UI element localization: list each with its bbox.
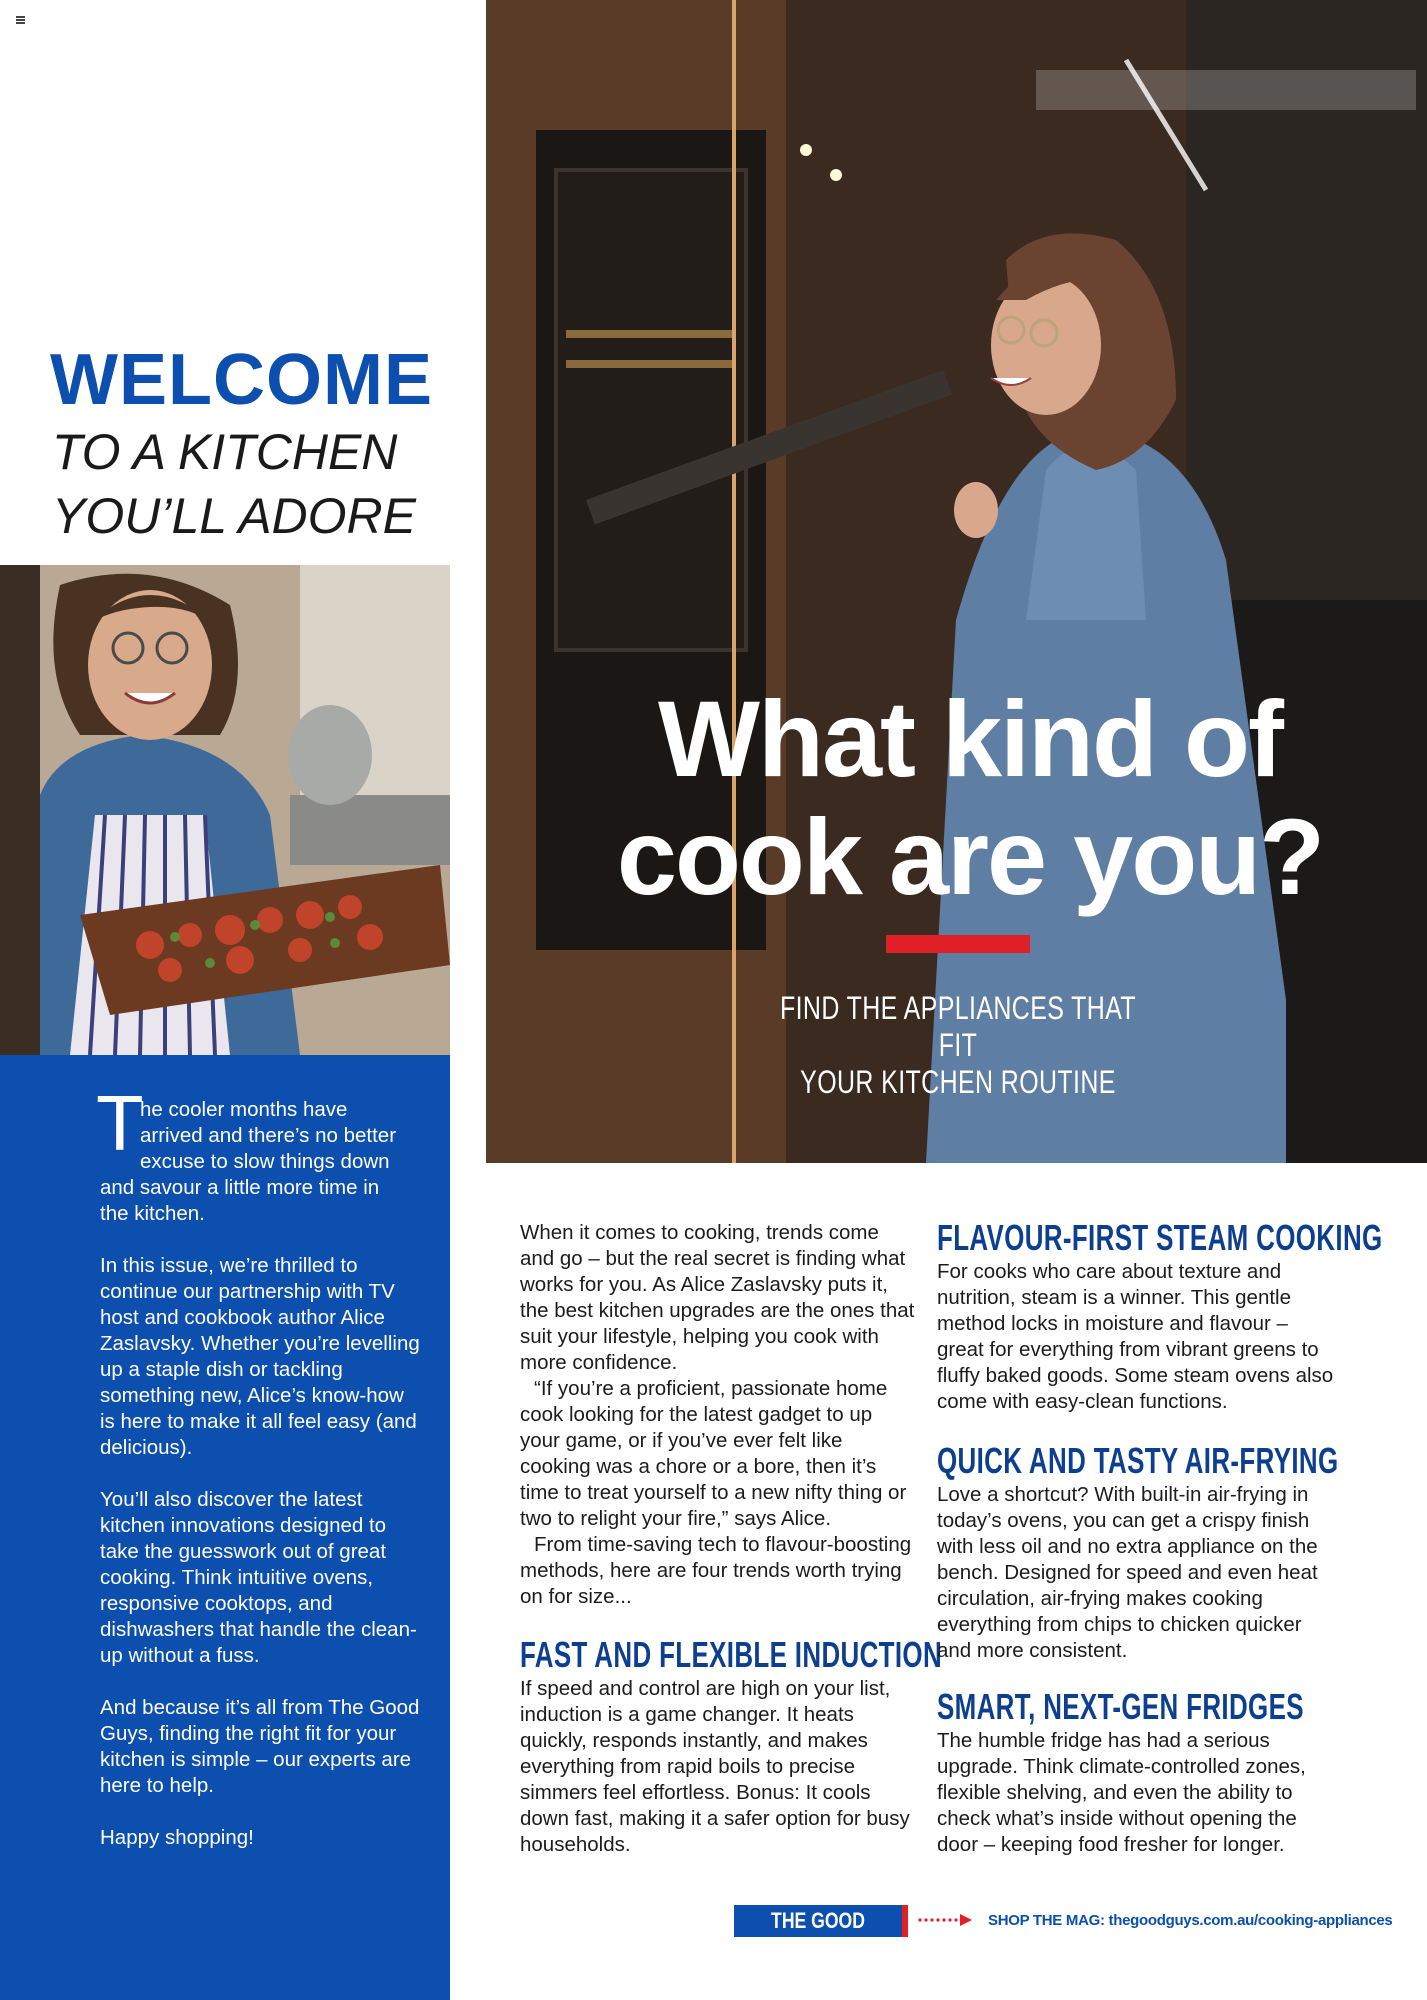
section-heading-induction: FAST AND FLEXIBLE INDUCTION [520,1634,943,1675]
hero-title-line-2: cook are you? [616,796,1324,917]
hero-title [560,680,1380,916]
red-accent-bar [886,935,1030,953]
intro-paragraph-1-line-2: arrived and there’s no better [140,1124,397,1147]
intro-paragraph-1-line-1: he cooler months have [140,1098,348,1121]
shop-the-mag-link[interactable]: SHOP THE MAG: thegoodguys.com.au/cooking-appliances [988,1912,1393,1929]
intro-paragraph-1-rest: and savour a little more time in the kitchen. [100,1176,380,1225]
section-body-steam: For cooks who care about texture and nutrition, steam is a winner. This gentle method locks in moisture and flavour – great for everything from vibrant greens to fluffy baked goods. Some steam ovens also come with easy-clean functions. [937,1260,1334,1413]
hero-photo-kitchen-oven [486,0,1427,1163]
dotted-arrow-icon [916,1912,976,1928]
intro-sign-off: Happy shopping! [100,1826,254,1849]
hero-subtitle [772,990,1143,1101]
brand-name: THE GOOD GUYS [771,1908,865,1965]
the-good-guys-logo-badge[interactable] [734,1905,908,1965]
section-heading-air-frying: QUICK AND TASTY AIR-FRYING [937,1440,1339,1481]
article-intro-paragraph-2: “If you’re a proficient, passionate home cook looking for the latest gadget to up your game, or if you’ve ever felt like cooking was a chore or a bore, then it’s time to treat yourself to a new nifty thing or two to relight your fire,” says Alice. [520,1377,907,1530]
intro-paragraph-1-line-3: excuse to slow things down [140,1150,390,1173]
photo-woman-holding-tray [0,565,450,1055]
section-heading-steam: FLAVOUR-FIRST STEAM COOKING [937,1217,1383,1258]
intro-paragraph-3: You’ll also discover the latest kitchen innovations designed to take the guesswork out of great cooking. Think intuitive ovens, responsive cooktops, and dishwashers that handle the clean-up without a fuss. [100,1488,417,1667]
section-body-fridges: The humble fridge has had a serious upgrade. Think climate-controlled zones, flexible shelving, and even the ability to check what’s inside without opening the door – keeping food fresher for longer. [937,1729,1306,1856]
article-intro-paragraph-1: When it comes to cooking, trends come and go – but the real secret is finding what works for you. As Alice Zaslavsky puts it, the best kitchen upgrades are the ones that suit your lifestyle, helping you cook with more confidence. [520,1221,915,1374]
hamburger-menu-icon[interactable] [16,16,25,24]
hero-subtitle-line-2: YOUR KITCHEN ROUTINE [800,1064,1116,1100]
drop-cap-letter: T [96,1079,144,1167]
hero-title-line-1: What kind of [658,678,1282,799]
welcome-subheading-line-1: TO A KITCHEN [52,424,398,480]
welcome-subheading-line-2: YOU’LL ADORE [52,488,417,544]
section-body-air-frying: Love a shortcut? With built-in air-frying in today’s ovens, you can get a crispy finish with less oil and no extra appliance on the bench. Designed for speed and even heat circulation, air-frying makes cooking everything from chips to chicken quicker and more consistent. [937,1483,1318,1662]
article-intro-paragraph-3: From time-saving tech to flavour-boosting methods, here are four trends worth trying on for size... [520,1533,912,1608]
section-heading-fridges: SMART, NEXT-GEN FRIDGES [937,1686,1304,1727]
welcome-heading: WELCOME [50,340,433,420]
section-body-induction: If speed and control are high on your list, induction is a game changer. It heats quickly, responds instantly, and makes everything from rapid boils to precise simmers feel effortless. Bonus: It cools down fast, making it a safer option for busy households. [520,1677,910,1856]
intro-paragraph-4: And because it’s all from The Good Guys, finding the right fit for your kitchen is simple – our experts are here to help. [100,1696,420,1797]
hero-subtitle-line-1: FIND THE APPLIANCES THAT FIT [779,990,1137,1063]
intro-paragraph-2: In this issue, we’re thrilled to continue our partnership with TV host and cookbook author Alice Zaslavsky. Whether you’re levelling up a staple dish or tackling something new, Alice’s know-how is here to make it all feel easy (and delicious). [100,1254,420,1459]
